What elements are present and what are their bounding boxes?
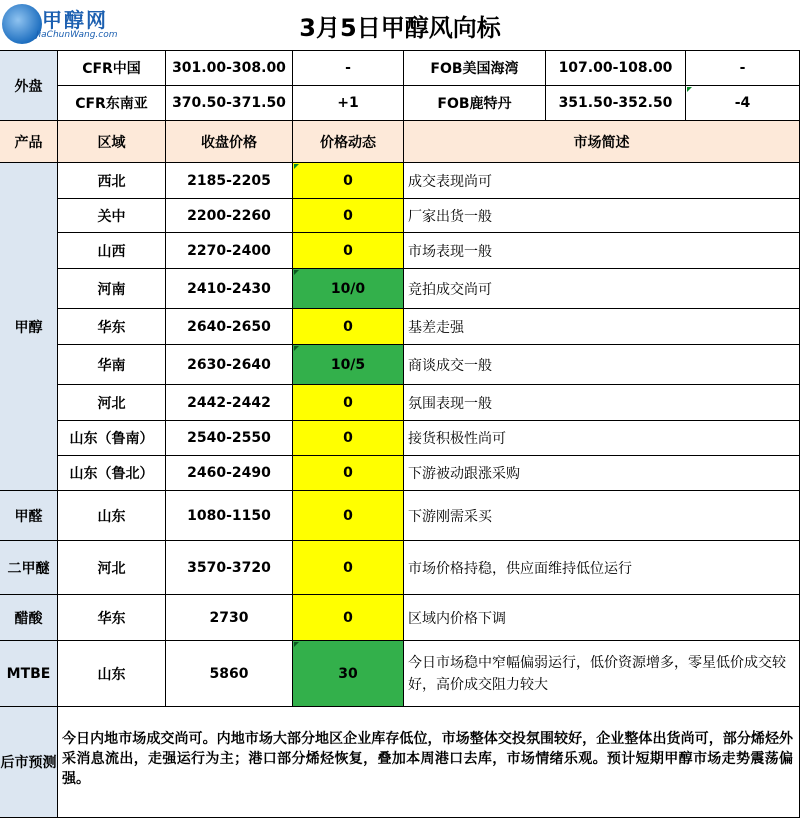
product-label: 甲醇 xyxy=(0,163,58,491)
summary-cell: 今日市场稳中窄幅偏弱运行，低价资源增多，零星低价成交较好，高价成交阻力较大 xyxy=(404,641,800,707)
price-cell: 2200-2260 xyxy=(166,199,293,233)
ext-right-change: - xyxy=(686,51,800,86)
col-header-region: 区域 xyxy=(58,121,166,163)
summary-cell: 商谈成交一般 xyxy=(404,345,800,385)
summary-cell: 竞拍成交尚可 xyxy=(404,269,800,309)
ext-left-change: +1 xyxy=(293,86,404,121)
change-cell: 0 xyxy=(293,595,404,641)
ext-left-price: 301.00-308.00 xyxy=(166,51,293,86)
logo xyxy=(2,4,118,46)
summary-cell: 基差走强 xyxy=(404,309,800,345)
logo-url: JiaChunWang.com xyxy=(36,30,118,40)
external-label: 外盘 xyxy=(0,51,58,121)
region-cell: 山东 xyxy=(58,641,166,707)
col-header-product: 产品 xyxy=(0,121,58,163)
summary-cell: 下游刚需采买 xyxy=(404,491,800,541)
change-cell: 0 xyxy=(293,421,404,456)
change-cell: 0 xyxy=(293,385,404,421)
page-title: 3月5日甲醇风向标 xyxy=(299,13,501,42)
price-cell: 1080-1150 xyxy=(166,491,293,541)
region-cell: 关中 xyxy=(58,199,166,233)
cell-marker xyxy=(294,642,299,647)
change-cell: 0 xyxy=(293,163,404,199)
change-cell: 10/0 xyxy=(293,269,404,309)
cell-marker xyxy=(687,87,692,92)
price-cell: 2730 xyxy=(166,595,293,641)
region-cell: 河北 xyxy=(58,385,166,421)
region-cell: 华东 xyxy=(58,309,166,345)
price-cell: 2442-2442 xyxy=(166,385,293,421)
col-header-change: 价格动态 xyxy=(293,121,404,163)
region-cell: 山西 xyxy=(58,233,166,269)
price-cell: 2270-2400 xyxy=(166,233,293,269)
region-cell: 华南 xyxy=(58,345,166,385)
logo-name: 甲醇网 xyxy=(42,8,108,32)
cell-marker xyxy=(294,270,299,275)
summary-cell: 接货积极性尚可 xyxy=(404,421,800,456)
ext-right-change: -4 xyxy=(686,86,800,121)
price-cell: 2410-2430 xyxy=(166,269,293,309)
region-cell: 河北 xyxy=(58,541,166,595)
region-cell: 华东 xyxy=(58,595,166,641)
region-cell: 山东 xyxy=(58,491,166,541)
change-cell: 0 xyxy=(293,309,404,345)
summary-cell: 下游被动跟涨采购 xyxy=(404,456,800,491)
summary-cell: 氛围表现一般 xyxy=(404,385,800,421)
col-header-price: 收盘价格 xyxy=(166,121,293,163)
region-cell: 西北 xyxy=(58,163,166,199)
summary-cell: 成交表现尚可 xyxy=(404,163,800,199)
title-bar xyxy=(0,0,800,51)
ext-left-change: - xyxy=(293,51,404,86)
price-cell: 2540-2550 xyxy=(166,421,293,456)
price-cell: 2640-2650 xyxy=(166,309,293,345)
ext-left-name: CFR东南亚 xyxy=(58,86,166,121)
forecast-text: 今日内地市场成交尚可。内地市场大部分地区企业库存低位，市场整体交投氛围较好，企业整体出货尚可，部分烯烃外采消息流出，走强运行为主；港口部分烯烃恢复，叠加本周港口去库，市场情绪乐观。预计短期甲醇市场走势震荡偏强。 xyxy=(58,707,800,818)
summary-cell: 厂家出货一般 xyxy=(404,199,800,233)
col-header-summary: 市场简述 xyxy=(404,121,800,163)
forecast-label: 后市预测 xyxy=(0,707,58,818)
cell-marker xyxy=(294,164,299,169)
region-cell: 山东（鲁南） xyxy=(58,421,166,456)
price-cell: 2630-2640 xyxy=(166,345,293,385)
price-cell: 5860 xyxy=(166,641,293,707)
summary-cell: 区域内价格下调 xyxy=(404,595,800,641)
product-label: 二甲醚 xyxy=(0,541,58,595)
change-cell: 0 xyxy=(293,541,404,595)
change-cell: 0 xyxy=(293,199,404,233)
product-label: MTBE xyxy=(0,641,58,707)
region-cell: 河南 xyxy=(58,269,166,309)
product-label: 甲醛 xyxy=(0,491,58,541)
ext-right-name: FOB鹿特丹 xyxy=(404,86,546,121)
change-cell: 0 xyxy=(293,491,404,541)
summary-cell: 市场表现一般 xyxy=(404,233,800,269)
change-cell: 30 xyxy=(293,641,404,707)
change-cell: 10/5 xyxy=(293,345,404,385)
region-cell: 山东（鲁北） xyxy=(58,456,166,491)
price-cell: 2185-2205 xyxy=(166,163,293,199)
ext-right-price: 351.50-352.50 xyxy=(546,86,686,121)
price-cell: 2460-2490 xyxy=(166,456,293,491)
ext-right-name: FOB美国海湾 xyxy=(404,51,546,86)
ext-left-name: CFR中国 xyxy=(58,51,166,86)
change-cell: 0 xyxy=(293,456,404,491)
ext-right-price: 107.00-108.00 xyxy=(546,51,686,86)
price-cell: 3570-3720 xyxy=(166,541,293,595)
summary-cell: 市场价格持稳，供应面维持低位运行 xyxy=(404,541,800,595)
ext-left-price: 370.50-371.50 xyxy=(166,86,293,121)
product-label: 醋酸 xyxy=(0,595,58,641)
cell-marker xyxy=(294,346,299,351)
change-cell: 0 xyxy=(293,233,404,269)
